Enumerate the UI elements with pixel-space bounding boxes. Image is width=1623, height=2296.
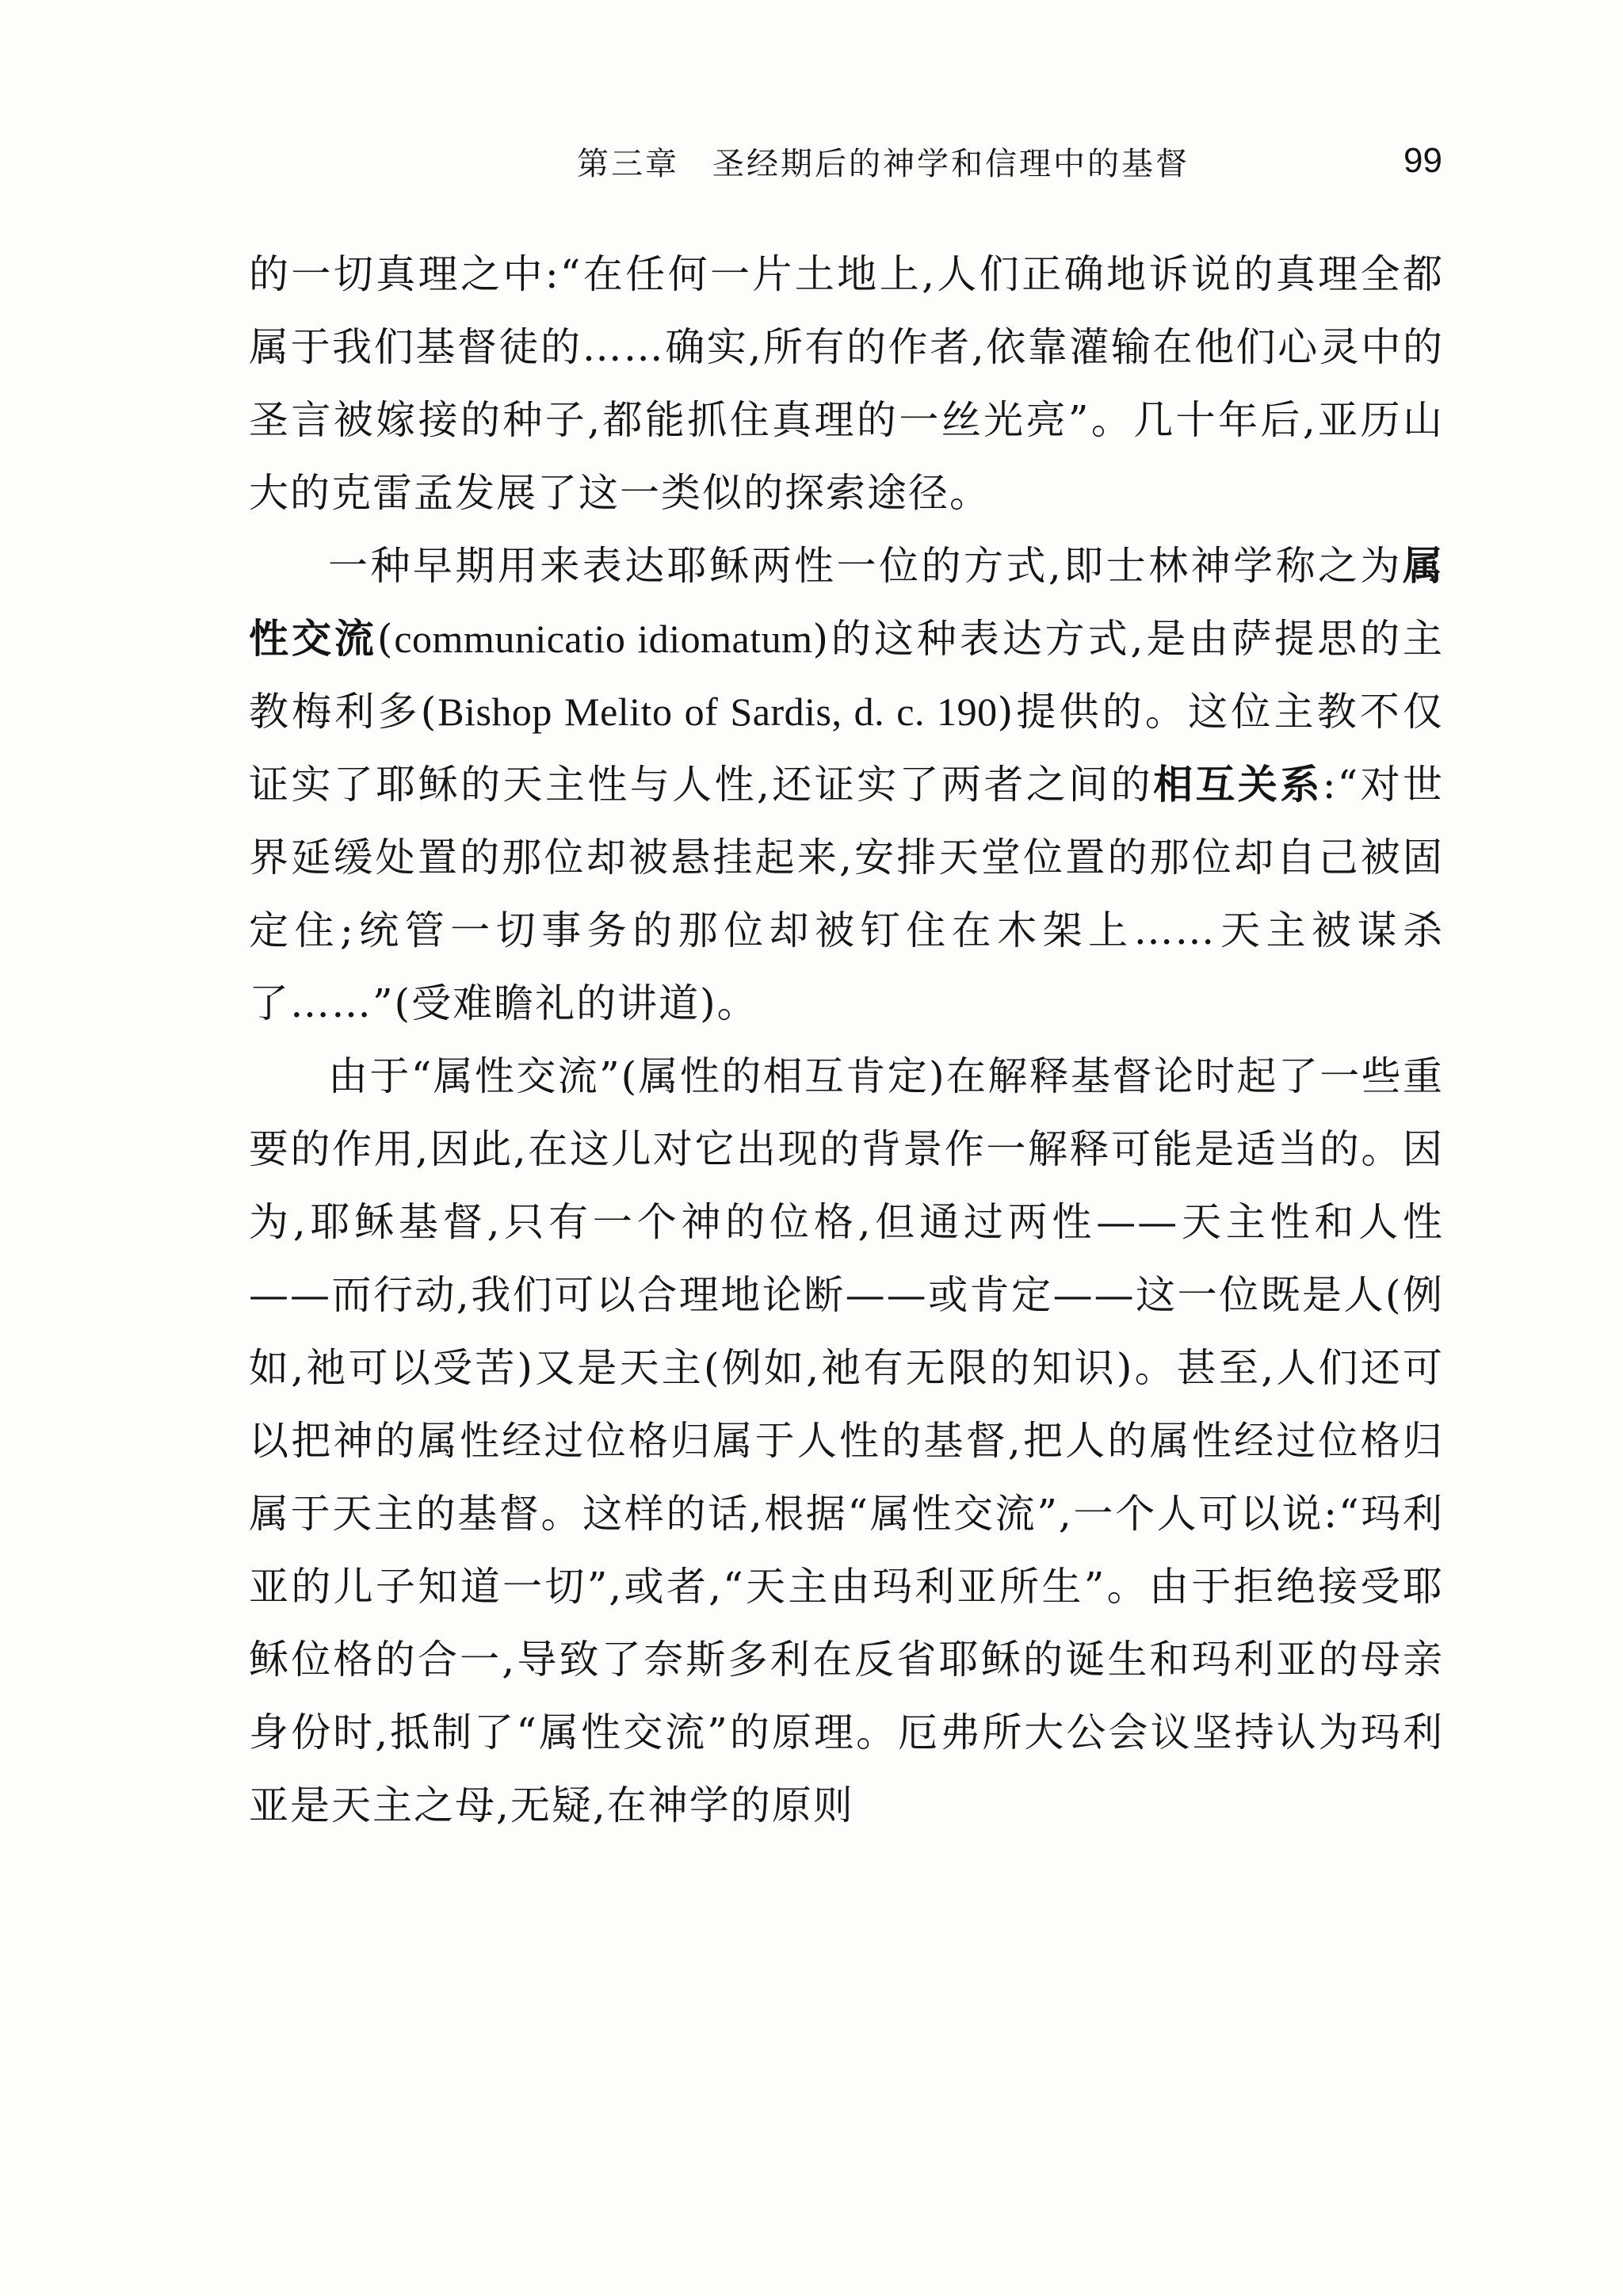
paragraph-text: 一种早期用来表达耶稣两性一位的方式,即士林神学称之为: [328, 543, 1403, 589]
paragraph-text: 由于“属性交流”(属性的相互肯定)在解释基督论时起了一些重要的作用,因此,在这儿对它出现的背景作一解释可能是适当的。因为,耶稣基督,只有一个神的位格,但通过两性——天主性和人性——而行动,我们可以合理地论断——或肯定——这一位既是人(例如,祂可以受苦)又是天主(例如,祂有无限的知识)。甚至,人们还可以把神的属性经过位格归属于人性的基督,把人的属性经过位格归属于天主的基督。这样的话,根据“属性交流”,一个人可以说:“玛利亚的儿子知道一切”,或者,“天主由玛利亚所生”。由于拒绝接受耶稣位格的合一,导致了奈斯多利在反省耶稣的诞生和玛利亚的母亲身份时,抵制了“属性交流”的原理。厄弗所大公会议坚持认为玛利亚是天主之母,无疑,在神学的原则: [249, 1053, 1444, 1828]
chapter-title: 圣经期后的神学和信理中的基督: [712, 145, 1190, 182]
running-header: [577, 133, 1442, 189]
paragraph-text: 的一切真理之中:“在任何一片土地上,人们正确地诉说的真理全都属于我们基督徒的……确实,所有的作者,依靠灌输在他们心灵中的圣言被嫁接的种子,都能抓住真理的一丝光亮”。几十年后,亚历山大的克雷孟发展了这一类似的探索途径。: [249, 251, 1444, 516]
chapter-label: 第三章: [577, 145, 679, 182]
latin-name: Bishop Melito of Sardis, d. c. 190: [437, 690, 998, 734]
paragraph-3: [249, 1040, 1444, 1842]
paragraph-1: [249, 238, 1444, 529]
paragraph-text: (: [376, 616, 395, 662]
body-text: [249, 238, 1444, 1842]
term-communicatio-idiomatum: 属性交流: [249, 542, 1444, 662]
page-number: 99: [1403, 141, 1442, 180]
latin-term: communicatio idiomatum: [394, 617, 813, 661]
paragraph-2: [249, 529, 1444, 1040]
paragraph-text: )提供的。这位主教不仅证实了耶稣的天主性与人性,还证实了两者之间的: [249, 689, 1444, 808]
paragraph-text: :“对世界延缓处置的那位却被悬挂起来,安排天堂位置的那位却自己被固定住;统管一切事务的那位却被钉住在木架上……天主被谋杀了……”(受难瞻礼的讲道)。: [249, 762, 1444, 1026]
term-mutual-relation: 相互关系: [1153, 761, 1323, 808]
paragraph-text: )的这种表达方式,是由萨提思的主教梅利多(: [249, 616, 1445, 735]
